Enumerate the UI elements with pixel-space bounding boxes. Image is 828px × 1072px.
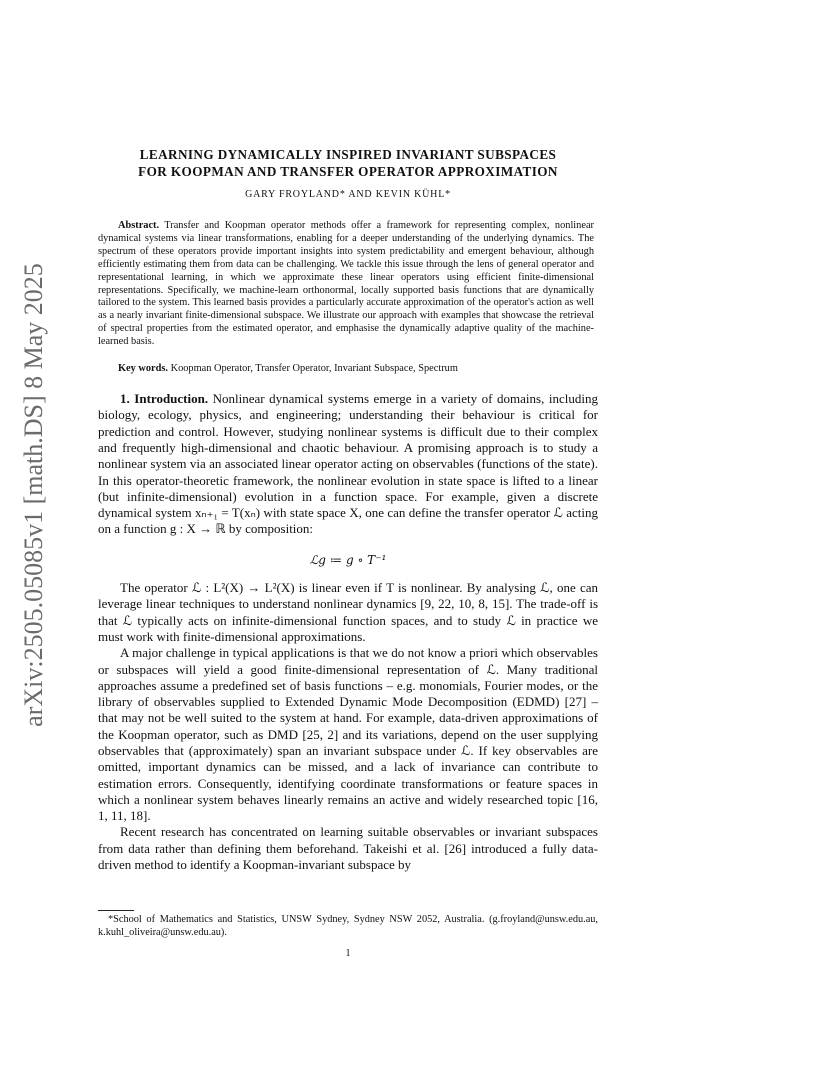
arxiv-identifier: arXiv:2505.05085v1 [math.DS] 8 May 2025 (19, 263, 48, 727)
author-list: GARY FROYLAND* AND KEVIN KÜHL* (245, 189, 451, 200)
section-heading: 1. Introduction. (120, 391, 209, 407)
arxiv-sidebar (14, 263, 54, 727)
display-equation: ℒg ≔ g ∘ T⁻¹ (309, 552, 387, 567)
abstract (98, 220, 598, 349)
abstract-label: Abstract. (118, 220, 160, 231)
title-line-1: LEARNING DYNAMICALLY INSPIRED INVARIANT SUBSPACES (139, 147, 557, 162)
keywords-label: Key words. (118, 363, 168, 375)
paragraph: Recent research has concentrated on learning suitable observables or invariant subspaces from data rather than defining them beforehand. Takeishi et al. [26] introduced a fully data-driven method to identify a Koopman-invariant subspace by (98, 824, 598, 873)
keywords-text: Koopman Operator, Transfer Operator, Invariant Subspace, Spectrum (170, 363, 458, 375)
paper-title (98, 146, 598, 180)
introduction-section (98, 391, 598, 873)
footnote-divider (98, 910, 134, 911)
abstract-text: Transfer and Koopman operator methods offer a framework for representing complex, nonlinear dynamical systems via linear transformations, enabling for a deeper understanding of the underlying dynamics. The spectrum of these operators provide important insights into system predictability and emergent behaviour, although efficiently estimating them from data can be challenging. We tackle this issue through the lens of general operator and representational learning, in which we approximate these linear operators using efficient finite-dimensional representations. Specifically, we machine-learn orthonormal, locally supported basis functions that are dynamically tailored to the system. This learned basis provides a particularly accurate approximation of the operator's action as well as a nearly invariant finite-dimensional subspace. We illustrate our approach with examples that showcase the retrieval of spectral properties from the estimated operator, and emphasise the dynamically adaptive quality of the machine-learned basis. (98, 220, 594, 348)
paragraph: A major challenge in typical applications is that we do not know a priori which observables or subspaces will yield a good finite-dimensional representation of ℒ. Many traditional approaches assume a predefined set of basis functions – e.g. monomials, Fourier modes, or the library of observables supplied to Extended Dynamic Mode Decomposition (EDMD) [27] – that may not be well suited to the system at hand. For example, data-driven approximations of the Koopman operator, such as DMD [25, 2] and its variations, depend on the user supplying observables that (approximately) span an invariant subspace under ℒ. If key observables are omitted, important dynamics can be missed, and a lack of invariance can contribute to estimation errors. Consequently, identifying coordinate transformations or feature spaces in which a nonlinear system behaves linearly remains an active and widely researched topic [16, 1, 11, 18]. (98, 645, 598, 824)
paragraph: The operator ℒ : L²(X) → L²(X) is linear even if T is nonlinear. By analysing ℒ, one can leverage linear techniques to understand nonlinear dynamics [9, 22, 10, 8, 15]. The trade-off is that ℒ typically acts on infinite-dimensional function spaces, and to study ℒ in practice we must work with finite-dimensional approximations. (98, 580, 598, 644)
title-line-2: FOR KOOPMAN AND TRANSFER OPERATOR APPROXIMATION (138, 164, 558, 179)
page-number: 1 (345, 948, 351, 959)
paper-body (98, 146, 598, 873)
footnote: *School of Mathematics and Statistics, UNSW Sydney, Sydney NSW 2052, Australia. (g.froyland@unsw.edu.au, k.kuhl_oliveira@unsw.edu.au). (98, 914, 598, 938)
paragraph-text: Nonlinear dynamical systems emerge in a variety of domains, including biology, ecology, physics, and engineering; understanding their behaviour is critical for prediction and control. However, studying nonlinear systems is difficult due to their complex and frequently high-dimensional and chaotic behaviour. A promising approach is to study a nonlinear system via an associated linear operator acting on observables (functions of the state). In this operator-theoretic framework, the nonlinear evolution in state space is lifted to a linear (but infinite-dimensional) evolution in a function space. For example, given a discrete dynamical system xₙ₊₁ = T(xₙ) with state space X, one can define the transfer operator ℒ acting on a function g : X → ℝ by composition: (98, 391, 598, 537)
keywords (98, 362, 598, 375)
paragraph (98, 391, 598, 538)
